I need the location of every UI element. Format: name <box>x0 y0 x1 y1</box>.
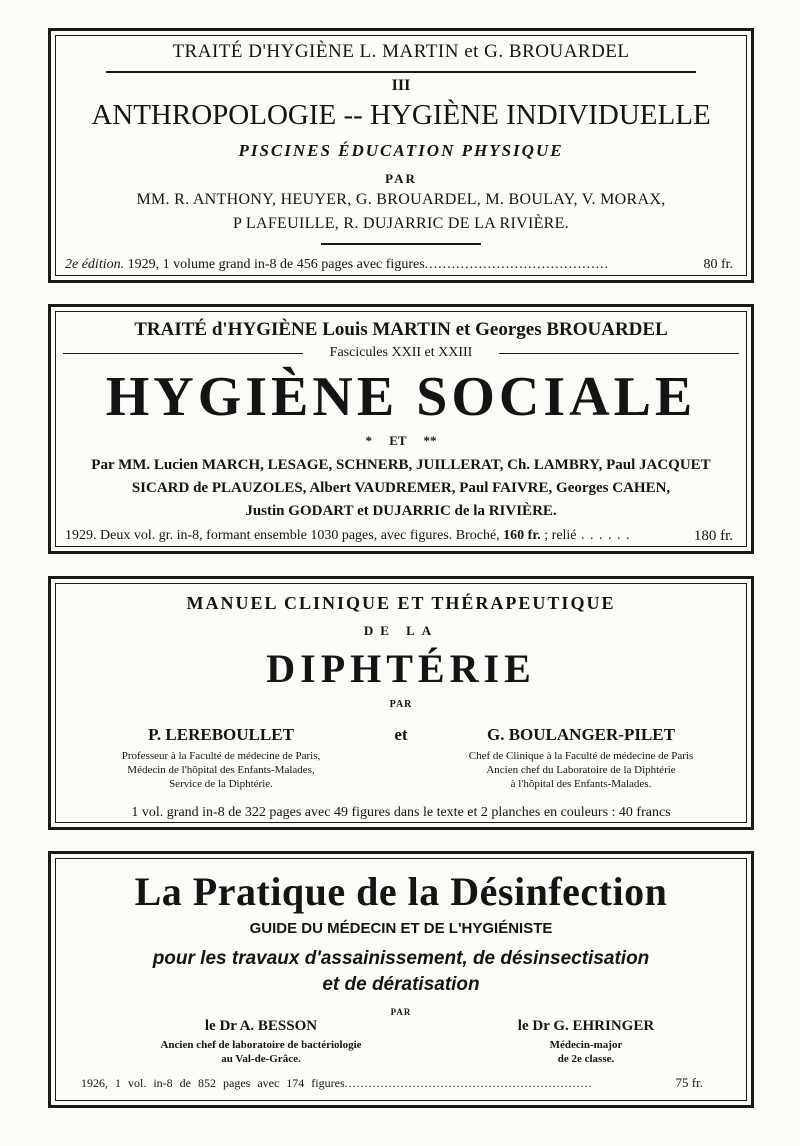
author-2-titles <box>461 1038 711 1066</box>
price: 180 fr. <box>693 528 733 544</box>
volume-number: III <box>391 77 411 94</box>
book-title: HYGIÈNE SOCIALE <box>105 366 697 428</box>
title-line: Ancien chef de laboratoire de bactériologie <box>160 1039 362 1051</box>
publication-info: 1926, 1 vol. in-8 de 852 pages avec 174 figures.............................................................. <box>81 1076 593 1090</box>
divider-short <box>321 243 481 245</box>
title-line: Ancien chef du Laboratoire de la Diphtérie <box>486 764 676 776</box>
author-1: le Dr A. BESSON <box>204 1018 318 1034</box>
title-line: Médecin de l'hôpital des Enfants-Malades, <box>127 764 315 776</box>
series-title <box>51 319 751 341</box>
series-names: Louis MARTIN et Georges BROUARDEL <box>322 319 668 340</box>
divider-right <box>499 353 739 354</box>
footer-text: 1929, 1 volume grand in-8 de 456 pages avec figures <box>127 257 425 272</box>
title-line: au Val-de-Grâce. <box>221 1053 301 1065</box>
series-prefix: TRAITÉ d'HYGIÈNE <box>134 319 318 340</box>
footer-text: 1926, 1 vol. in-8 de 852 pages avec 174 figures <box>81 1076 345 1090</box>
title-line: Chef de Clinique à la Faculté de médecine de Paris <box>468 750 694 762</box>
ad-hygiene-individuelle <box>48 28 754 283</box>
author-2-titles <box>431 749 731 791</box>
book-title: DIPHTÉRIE <box>266 646 536 691</box>
edition-word: édition. <box>81 257 125 272</box>
heading-line-1: MANUEL CLINIQUE ET THÉRAPEUTIQUE <box>186 593 616 613</box>
heading-line-2: DE LA <box>363 623 439 638</box>
author-2: le Dr G. EHRINGER <box>517 1018 655 1034</box>
footer-text: 1929. Deux vol. gr. in-8, formant ensemble 1030 pages, avec figures. Broché, <box>65 528 500 543</box>
publication-info: 1929. Deux vol. gr. in-8, formant ensemble 1030 pages, avec figures. Broché, 160 fr. ; relié . . . . . . <box>65 528 631 543</box>
book-subtitle: PISCINES ÉDUCATION PHYSIQUE <box>238 141 564 160</box>
par-label: PAR <box>390 1007 412 1017</box>
price-broche: 160 fr. <box>503 528 541 543</box>
conjunction: et <box>394 725 408 744</box>
authors-line-1: Par MM. Lucien MARCH, LESAGE, SCHNERB, JUILLERAT, Ch. LAMBRY, Paul JACQUET <box>91 457 711 473</box>
publication-info: 2e édition. 1929, 1 volume grand in-8 de 456 pages avec figures......................................... <box>65 257 610 272</box>
volumes-indicator: * ET ** <box>365 433 437 448</box>
authors-line-2: SICARD de PLAUZOLES, Albert VAUDREMER, Paul FAIVRE, Georges CAHEN, <box>131 480 671 496</box>
purpose-line-1: pour les travaux d'assainissement, de désinsectisation <box>152 948 650 969</box>
purpose-line-2: et de dératisation <box>322 974 480 995</box>
publication-info: 1 vol. grand in-8 de 322 pages avec 49 figures dans le texte et 2 planches en couleurs : 40 francs <box>131 805 671 820</box>
author-1-titles <box>111 1038 411 1066</box>
divider <box>106 71 696 73</box>
par-label: PAR <box>385 171 417 186</box>
book-title: La Pratique de la Désinfection <box>134 869 668 914</box>
title-line: Service de la Diphtérie. <box>169 778 273 790</box>
title-line: de 2e classe. <box>557 1053 615 1065</box>
title-line: Médecin-major <box>549 1039 623 1051</box>
ad-hygiene-sociale <box>48 304 754 554</box>
title-line: Professeur à la Faculté de médecine de Paris, <box>121 750 321 762</box>
author-1: P. LEREBOULLET <box>148 725 294 744</box>
authors-line-3: Justin GODART et DUJARRIC de la RIVIÈRE. <box>245 503 557 519</box>
author-1-titles <box>81 749 361 791</box>
authors-line-2: P LAFEUILLE, R. DUJARRIC DE LA RIVIÈRE. <box>233 215 569 232</box>
relie-label: ; relié <box>544 528 577 543</box>
ad-desinfection <box>48 851 754 1108</box>
author-2: G. BOULANGER-PILET <box>487 725 675 744</box>
price: 80 fr. <box>703 257 733 272</box>
series-title: TRAITÉ D'HYGIÈNE L. MARTIN et G. BROUARDEL <box>172 41 630 62</box>
fascicules: Fascicules XXII et XXIII <box>329 345 473 360</box>
book-subtitle: GUIDE DU MÉDECIN ET DE L'HYGIÉNISTE <box>249 920 553 937</box>
book-title: ANTHROPOLOGIE -- HYGIÈNE INDIVIDUELLE <box>91 99 711 131</box>
edition-number: 2e <box>65 257 79 272</box>
price: 75 fr. <box>675 1075 703 1090</box>
par-label: PAR <box>389 699 413 710</box>
ad-diphterie <box>48 576 754 830</box>
authors-line-1: MM. R. ANTHONY, HEUYER, G. BROUARDEL, M. BOULAY, V. MORAX, <box>136 191 666 208</box>
title-line: à l'hôpital des Enfants-Malades. <box>510 778 652 790</box>
